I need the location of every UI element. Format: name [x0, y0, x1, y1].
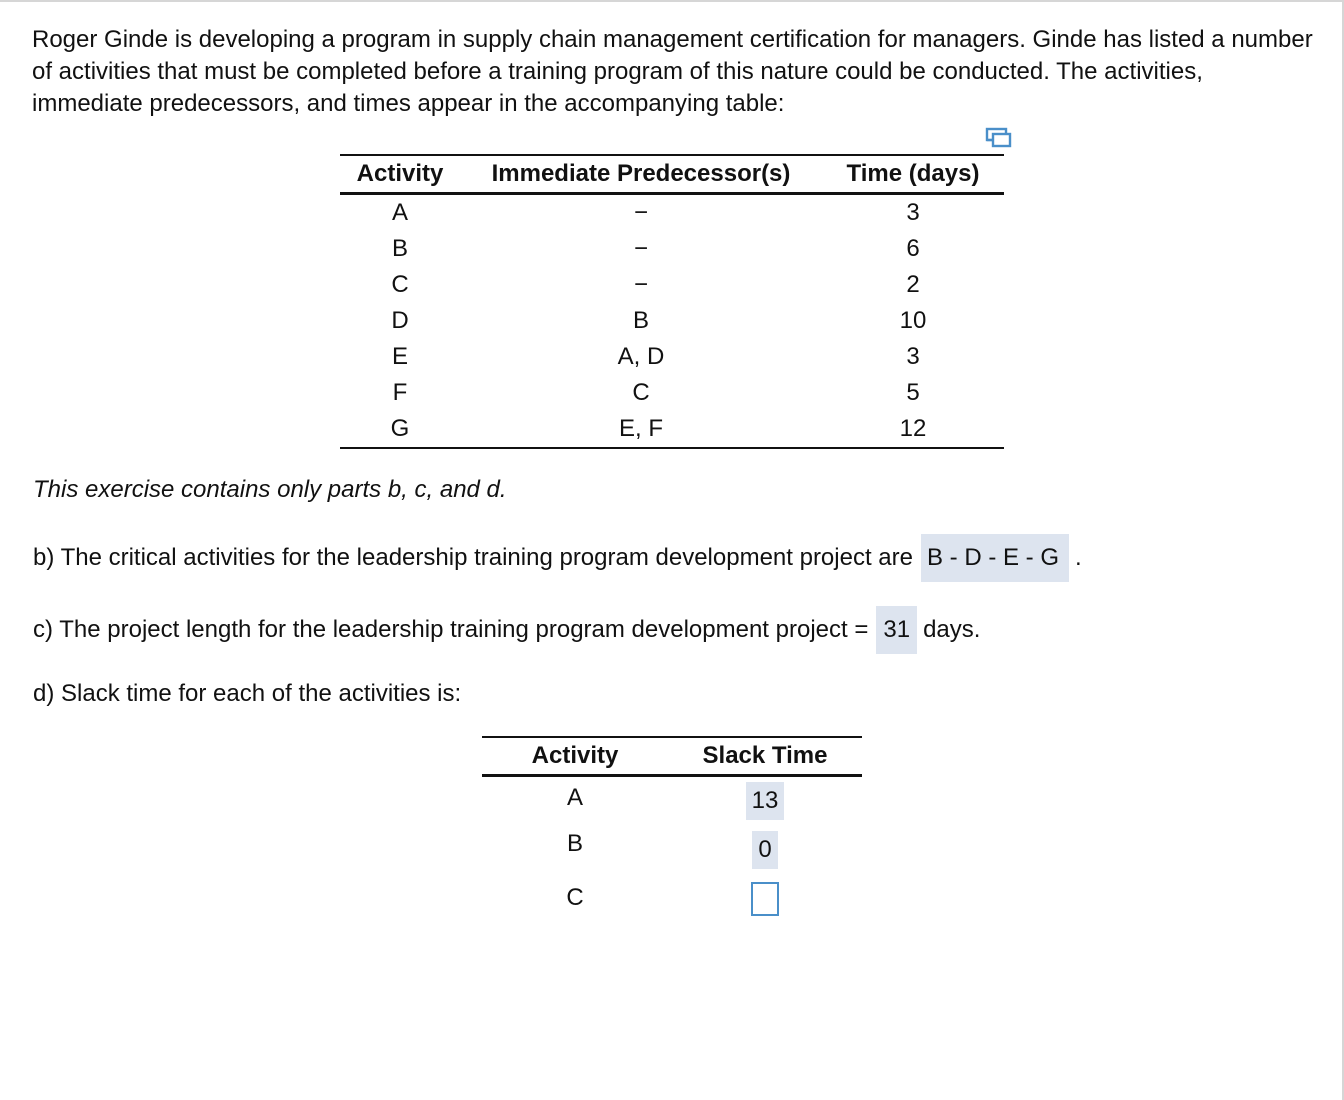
cell-activity: A	[391, 199, 408, 226]
table-row	[340, 411, 1004, 447]
header-predecessors: Immediate Predecessor(s)	[491, 160, 791, 187]
table-row	[340, 303, 1004, 339]
slack-input-box[interactable]	[751, 882, 779, 916]
cell-time: 5	[906, 379, 920, 406]
slack-cell-activity: A	[566, 784, 583, 811]
slack-cell-activity: C	[566, 884, 584, 911]
cell-predecessors: C	[632, 379, 650, 406]
part-b-suffix: .	[1074, 544, 1082, 571]
table-row	[340, 339, 1004, 375]
slack-header-slack: Slack Time	[702, 742, 828, 769]
slack-answer[interactable]: 13	[746, 782, 785, 820]
slack-header-activity: Activity	[531, 742, 619, 769]
part-b-question	[33, 534, 1082, 582]
cell-activity: E	[391, 343, 408, 370]
header-activity: Activity	[356, 160, 444, 187]
cell-activity: F	[392, 379, 408, 406]
activity-table	[340, 154, 1004, 449]
part-d-question	[33, 678, 461, 710]
slack-cell-value-wrap	[668, 819, 862, 869]
part-b-answer[interactable]: B - D - E - G	[921, 534, 1069, 582]
copy-table-icon[interactable]	[984, 127, 1012, 149]
cell-time: 3	[906, 343, 920, 370]
part-d-prompt: d) Slack time for each of the activities is:	[33, 680, 462, 707]
table-header-row	[340, 156, 1004, 192]
table-row	[482, 780, 862, 816]
table-row	[340, 375, 1004, 411]
slack-cell-value-wrap	[668, 870, 862, 926]
part-b-prompt: b) The critical activities for the leadership training program development project are	[33, 544, 913, 571]
table-bottom-rule	[340, 447, 1004, 449]
slack-cell-value-wrap	[668, 776, 862, 820]
slack-answer[interactable]: 0	[752, 831, 777, 869]
slack-table	[482, 736, 862, 911]
slack-table-header-row	[482, 738, 862, 774]
exercise-note: This exercise contains only parts b, c, and d.	[33, 476, 507, 503]
table-row	[340, 231, 1004, 267]
cell-time: 6	[906, 235, 920, 262]
cell-predecessors: A, D	[617, 343, 665, 370]
cell-predecessors: B	[632, 307, 649, 334]
cell-time: 2	[906, 271, 920, 298]
slack-cell-activity: B	[566, 830, 583, 857]
header-time: Time (days)	[846, 160, 980, 187]
table-row	[482, 826, 862, 862]
part-c-prompt: c) The project length for the leadership training program development project =	[33, 616, 869, 643]
cell-time: 10	[899, 307, 927, 334]
problem-intro: Roger Ginde is developing a program in supply chain management certification for managers. Ginde has listed a number of activities that must be completed before a training program of this nature could be conducted. The activities, immediate predecessors, and times appear in the accompanying table:	[32, 26, 1313, 117]
part-c-suffix: days.	[923, 616, 981, 643]
top-border	[0, 0, 1344, 2]
cell-activity: B	[391, 235, 408, 262]
cell-activity: D	[391, 307, 409, 334]
table-row	[340, 195, 1004, 231]
cell-activity: G	[390, 415, 410, 442]
cell-time: 3	[906, 199, 920, 226]
table-row	[340, 267, 1004, 303]
cell-predecessors: −	[633, 235, 648, 262]
part-c-answer[interactable]: 31	[876, 606, 917, 654]
cell-predecessors: −	[633, 199, 648, 226]
table-row	[482, 878, 862, 918]
cell-predecessors: E, F	[618, 415, 663, 442]
part-c-question	[33, 610, 980, 650]
cell-predecessors: −	[633, 271, 648, 298]
cell-time: 12	[899, 415, 927, 442]
cell-activity: C	[391, 271, 409, 298]
